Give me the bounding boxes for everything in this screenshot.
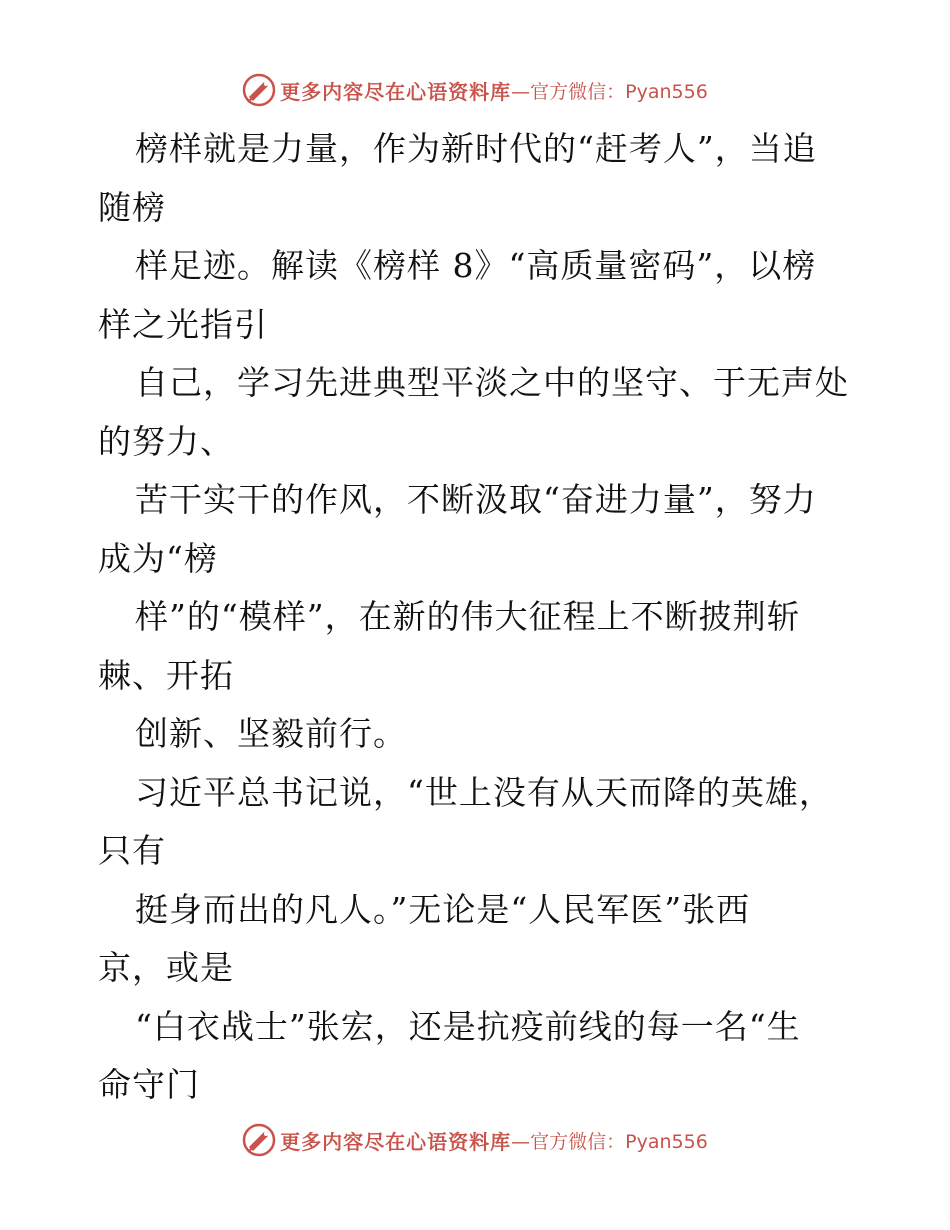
text-line: 创新、坚毅前行。 — [135, 714, 407, 753]
text-line: 挺身而出的凡人。”无论是“人民军医”张西 — [135, 889, 751, 929]
pen-nib-logo-icon — [242, 1123, 276, 1157]
text-line: 棘、开拓 — [98, 655, 234, 695]
text-line: “白衣战士”张宏，还是抗疫前线的每一名“生 — [135, 1006, 801, 1046]
body-text — [98, 120, 858, 1115]
text-line: 只有 — [98, 831, 166, 870]
footer-banner — [0, 1120, 950, 1160]
pen-nib-logo-icon — [242, 73, 276, 107]
text-line: 样”的“模样”，在新的伟大征程上不断披荆斩 — [135, 597, 801, 636]
banner-slogan: 更多内容尽在心语资料库 — [280, 1129, 512, 1154]
text-line: 习近平总书记说，“世上没有从天而降的英雄， — [135, 772, 833, 812]
text-line: 成为“榜 — [98, 538, 218, 578]
banner-slogan: 更多内容尽在心语资料库 — [280, 79, 512, 104]
text-line: 京，或是 — [98, 948, 234, 987]
text-line: 命守门 — [98, 1065, 200, 1104]
text-line: 自己，学习先进典型平淡之中的坚守、于无声处 — [135, 363, 849, 402]
text-line: 样足迹。解读《榜样 8》“高质量密码”，以榜 — [135, 246, 817, 285]
banner-contact: —官方微信：Pyan556 — [511, 80, 708, 103]
header-banner — [0, 70, 950, 110]
text-line: 样之光指引 — [98, 304, 268, 344]
banner-contact: —官方微信：Pyan556 — [511, 1130, 708, 1153]
text-line: 的努力、 — [98, 421, 234, 461]
text-line: 榜样就是力量，作为新时代的“赶考人”，当追 — [135, 129, 817, 168]
text-line: 随榜 — [98, 187, 166, 227]
text-line: 苦干实干的作风，不断汲取“奋进力量”，努力 — [135, 480, 817, 519]
